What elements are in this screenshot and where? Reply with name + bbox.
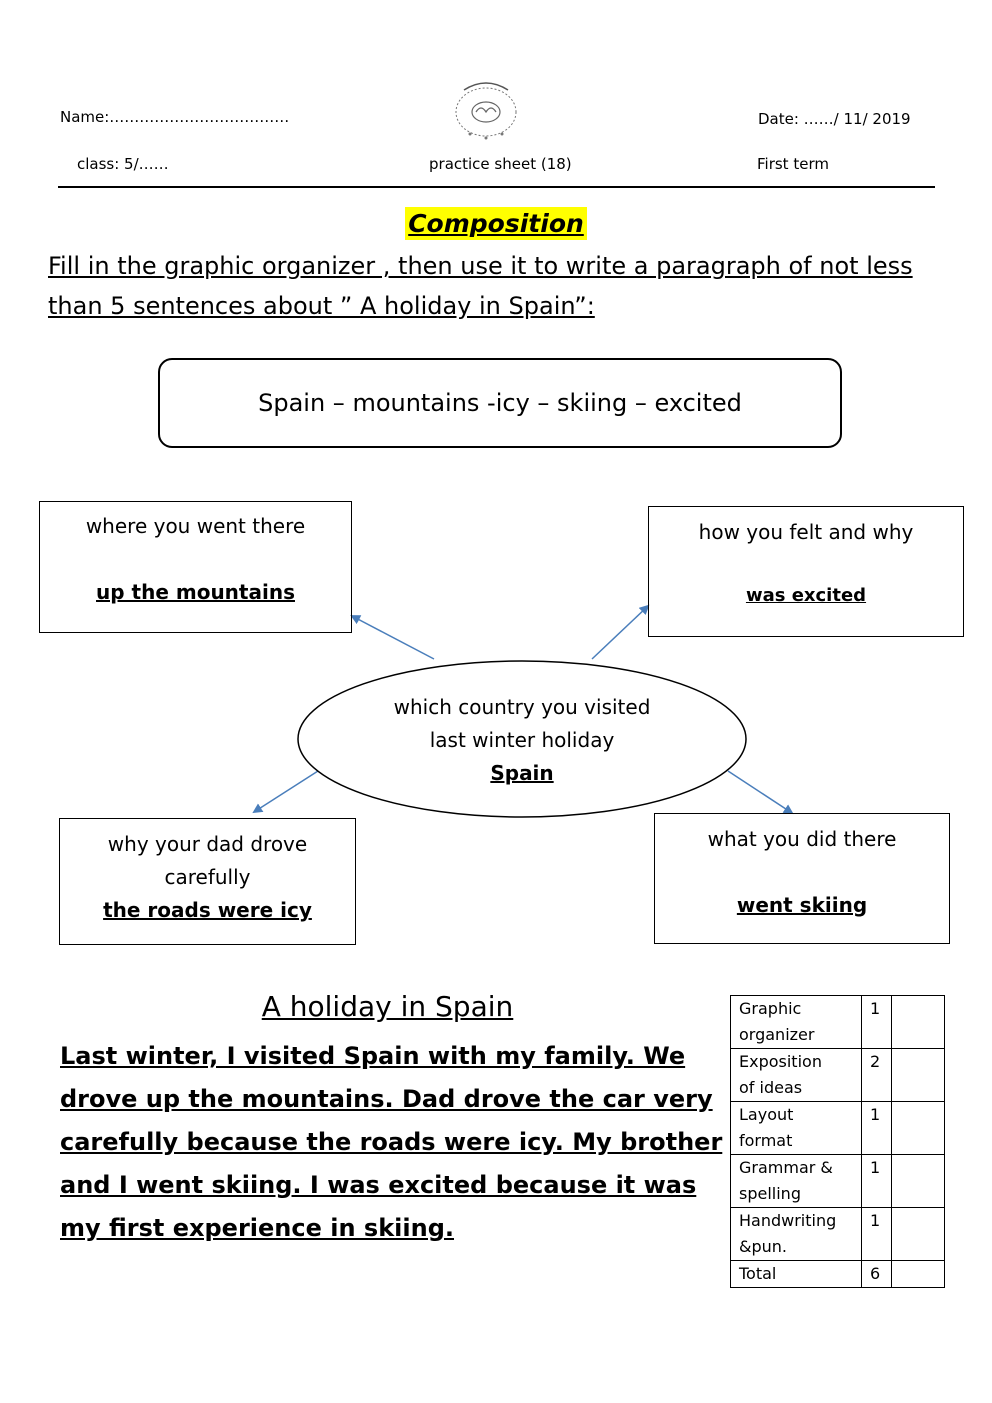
composition-title: Composition xyxy=(405,207,587,240)
rubric-total-row xyxy=(731,1261,945,1288)
center-prompt-line1: which country you visited xyxy=(393,695,651,719)
organizer-box-where xyxy=(39,501,352,633)
rubric-score: 1 xyxy=(862,1155,892,1208)
center-prompt-line2: last winter holiday xyxy=(429,728,615,752)
box-activity-answer: went skiing xyxy=(736,893,868,917)
organizer-center xyxy=(320,691,724,790)
name-field-label: Name:……………………………… xyxy=(60,108,290,126)
organizer-box-activity xyxy=(654,813,950,944)
box-activity-prompt: what you did there xyxy=(707,827,897,851)
rubric-score: 1 xyxy=(862,996,892,1049)
rubric-mark-cell xyxy=(892,996,945,1049)
paragraph-line: my first experience in skiing. xyxy=(60,1214,454,1242)
date-field-label: Date: ……/ 11/ 2019 xyxy=(758,110,911,128)
box-feeling-prompt: how you felt and why xyxy=(698,520,914,544)
rubric-criterion: Layout format xyxy=(731,1102,862,1155)
arrow-to-top-left xyxy=(352,616,434,659)
rubric-total-score: 6 xyxy=(862,1261,892,1288)
composition-paragraph xyxy=(60,1035,725,1250)
box-why-prompt-line1: why your dad drove xyxy=(107,832,308,856)
composition-heading: A holiday in Spain xyxy=(261,990,514,1023)
rubric-row xyxy=(731,1102,945,1155)
organizer-box-why xyxy=(59,818,356,945)
instructions: Fill in the graphic organizer , then use it to write a paragraph of not less than 5 sentences about ” A holiday in Spain”: xyxy=(48,252,913,320)
rubric-score: 2 xyxy=(862,1049,892,1102)
arrow-to-bottom-right xyxy=(728,771,792,813)
rubric-mark-cell xyxy=(892,1049,945,1102)
paragraph-line: Last winter, I visited Spain with my family. We xyxy=(60,1042,686,1070)
box-why-prompt-line2: carefully xyxy=(164,865,251,889)
rubric-criterion: Exposition of ideas xyxy=(731,1049,862,1102)
sheet-title: practice sheet (18) xyxy=(429,155,572,173)
rubric-row xyxy=(731,1155,945,1208)
box-where-prompt: where you went there xyxy=(85,514,306,538)
class-field-label: class: 5/…… xyxy=(77,155,169,173)
rubric-row xyxy=(731,1049,945,1102)
word-bank-text: Spain – mountains -icy – skiing – excited xyxy=(258,389,742,417)
center-answer: Spain xyxy=(490,761,554,785)
rubric-row xyxy=(731,1208,945,1261)
rubric-row xyxy=(731,996,945,1049)
box-why-answer: the roads were icy xyxy=(103,898,312,922)
term-label: First term xyxy=(757,155,829,173)
rubric-score: 1 xyxy=(862,1208,892,1261)
paragraph-line: drove up the mountains. Dad drove the car very xyxy=(60,1085,713,1113)
rubric-criterion: Grammar & spelling xyxy=(731,1155,862,1208)
box-feeling-answer: was excited xyxy=(745,585,867,606)
rubric-mark-cell xyxy=(892,1208,945,1261)
organizer-box-feeling xyxy=(648,506,964,637)
paragraph-line: and I went skiing. I was excited because it was xyxy=(60,1171,697,1199)
arrow-to-top-right xyxy=(592,606,648,659)
paragraph-line: carefully because the roads were icy. My brother xyxy=(60,1128,723,1156)
rubric-table xyxy=(730,995,945,1288)
rubric-score: 1 xyxy=(862,1102,892,1155)
box-where-answer: up the mountains xyxy=(96,580,295,604)
rubric-criterion: Graphic organizer xyxy=(731,996,862,1049)
rubric-mark-cell xyxy=(892,1155,945,1208)
arrow-to-bottom-left xyxy=(254,771,318,812)
rubric-mark-cell xyxy=(892,1102,945,1155)
rubric-mark-cell xyxy=(892,1261,945,1288)
rubric-criterion: Handwriting &pun. xyxy=(731,1208,862,1261)
rubric-total-label: Total xyxy=(731,1261,862,1288)
